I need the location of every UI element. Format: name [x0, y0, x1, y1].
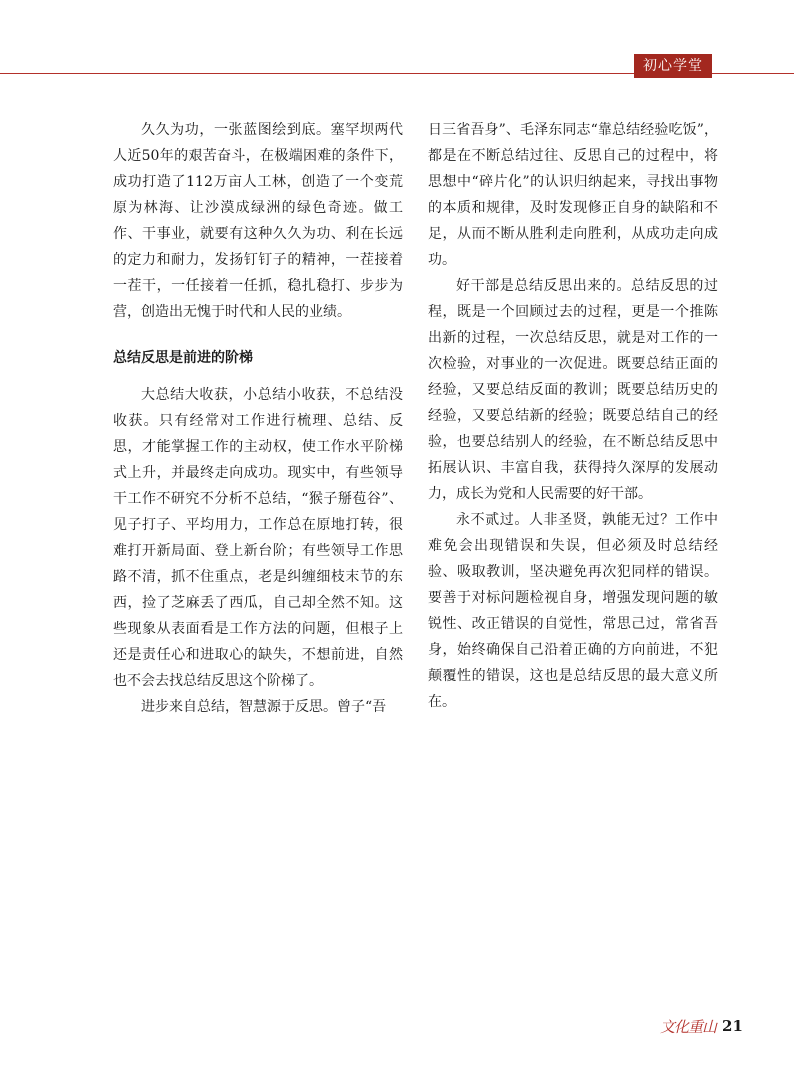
- paragraph-continued: 日三省吾身”、毛泽东同志“靠总结经验吃饭”，都是在不断总结过往、反思自己的过程中，将思想中“碎片化”的认识归纳起来，寻找出事物的本质和规律，及时发现修正自身的缺陷和不足，从而不断从胜利走向胜利，从成功走向成功。: [428, 122, 718, 268]
- page-footer: [660, 1014, 743, 1038]
- page-number: 21: [722, 1017, 743, 1035]
- paragraph: 永不贰过。人非圣贤，孰能无过？工作中难免会出现错误和失误，但必须及时总结经验、吸取教训，坚决避免再次犯同样的错误。要善于对标问题检视自身，增强发现问题的敏锐性、改正错误的自觉性，常思己过，常省吾身，始终确保自己沿着正确的方向前进，不犯颠覆性的错误，这也是总结反思的最大意义所在。: [428, 512, 718, 710]
- paragraph: 大总结大收获，小总结小收获，不总结没收获。只有经常对工作进行梳理、总结、反思，才能掌握工作的主动权，使工作水平阶梯式上升，并最终走向成功。现实中，有些领导干工作不研究不分析不总结，“猴子掰苞谷”、见子打子、平均用力，工作总在原地打转，很难打开新局面、登上新台阶；有些领导工作思路不清，抓不住重点，老是纠缠细枝末节的东西，捡了芝麻丢了西瓜，自己却全然不知。这些现象从表面看是工作方法的问题，但根子上还是责任心和进取心的缺失，不想前进，自然也不会去找总结反思这个阶梯了。: [113, 387, 403, 689]
- magazine-logo: 文化重山: [660, 1017, 717, 1036]
- paragraph: 进步来自总结，智慧源于反思。曾子“吾: [141, 699, 387, 715]
- section-heading: 总结反思是前进的阶梯: [113, 350, 253, 366]
- section-tab: 初心学堂: [634, 54, 712, 78]
- paragraph: 久久为功，一张蓝图绘到底。塞罕坝两代人近50年的艰苦奋斗，在极端困难的条件下，成功打造了112万亩人工林，创造了一个变荒原为林海、让沙漠成绿洲的绿色奇迹。做工作、干事业，就要有这种久久为功、利在长远的定力和耐力，发扬钉钉子的精神，一茬接着一茬干，一任接着一任抓，稳扎稳打、步步为营，创造出无愧于时代和人民的业绩。: [113, 122, 403, 320]
- paragraph: 好干部是总结反思出来的。总结反思的过程，既是一个回顾过去的过程，更是一个推陈出新的过程，一次总结反思，就是对工作的一次检验，对事业的一次促进。既要总结正面的经验，又要总结反面的教训；既要总结历史的经验，又要总结新的经验；既要总结自己的经验，也要总结别人的经验，在不断总结反思中拓展认识、丰富自我，获得持久深厚的发展动力，成长为党和人民需要的好干部。: [428, 278, 718, 502]
- right-column: [428, 117, 718, 715]
- left-column: [113, 117, 403, 720]
